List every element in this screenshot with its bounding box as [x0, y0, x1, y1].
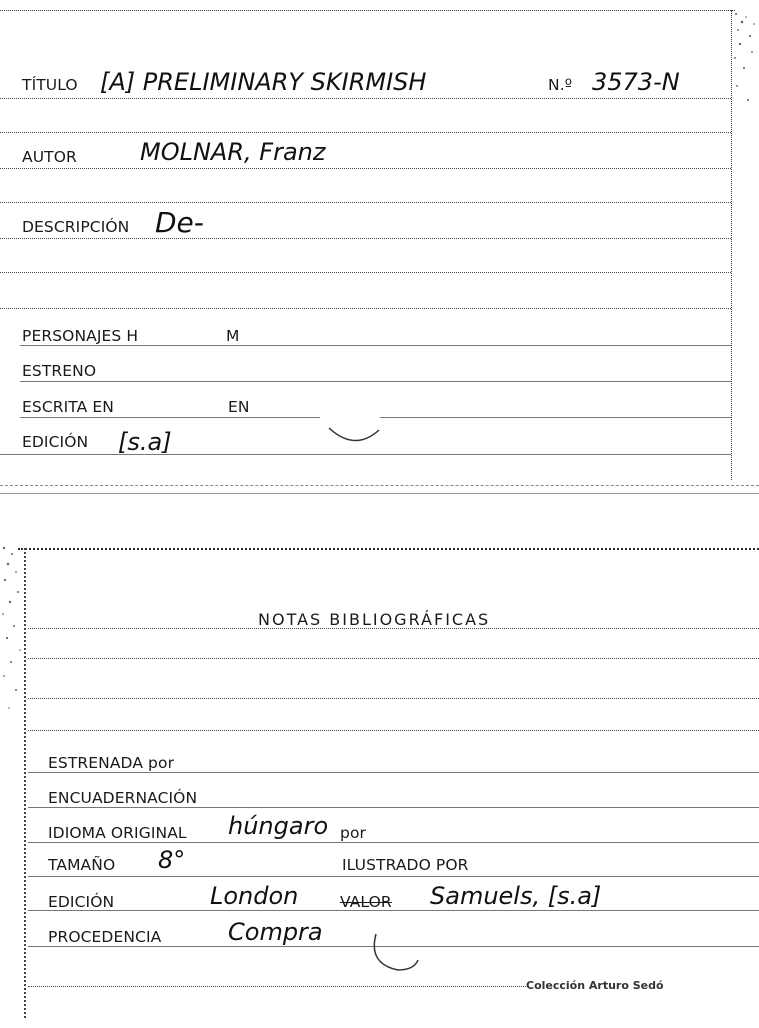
- card-top-border: [18, 548, 759, 550]
- front-catalog-card: [0, 0, 759, 496]
- rule: [0, 272, 731, 273]
- rule: [0, 308, 731, 309]
- edicion-publisher-value: Samuels, [s.a]: [430, 882, 602, 910]
- edicion-label: EDICIÓN: [22, 433, 89, 451]
- autor-value: MOLNAR, Franz: [140, 138, 326, 166]
- edicion-rule: [0, 454, 731, 455]
- notas-heading: NOTAS BIBLIOGRÁFICAS: [258, 610, 491, 629]
- titulo-label: TÍTULO: [22, 76, 78, 94]
- card-top-border: [0, 10, 735, 11]
- back-catalog-card: [0, 540, 759, 1028]
- encuadernacion-rule: [28, 807, 759, 808]
- descripcion-value: De-: [155, 206, 204, 239]
- idioma-value: húngaro: [228, 812, 329, 840]
- card-separator: [0, 493, 759, 494]
- personajes-m-label: M: [226, 327, 240, 345]
- rule: [28, 658, 759, 659]
- idioma-label: IDIOMA ORIGINAL: [48, 824, 187, 842]
- heading-rule: [28, 628, 759, 629]
- edicion-place-value: London: [210, 882, 299, 910]
- valor-label: VALOR: [340, 893, 392, 911]
- descripcion-rule: [0, 238, 731, 239]
- procedencia-label: PROCEDENCIA: [48, 928, 162, 946]
- punch-hole-arc: [368, 930, 428, 978]
- scan-noise: [732, 8, 759, 118]
- estreno-rule: [20, 381, 731, 382]
- numero-label: N.º: [548, 76, 573, 94]
- escrita-rule-b: [380, 417, 731, 418]
- tamano-label: TAMAÑO: [48, 856, 116, 874]
- rule: [0, 132, 731, 133]
- punch-hole-arc: [325, 410, 385, 446]
- procedencia-value: Compra: [228, 918, 323, 946]
- autor-rule: [0, 168, 731, 169]
- edicion-value: [s.a]: [118, 428, 172, 456]
- estreno-label: ESTRENO: [22, 362, 97, 380]
- estrenada-label: ESTRENADA por: [48, 754, 175, 772]
- titulo-value: [A] PRELIMINARY SKIRMISH: [100, 68, 427, 96]
- encuadernacion-label: ENCUADERNACIÓN: [48, 789, 198, 807]
- titulo-rule: [0, 98, 731, 99]
- estrenada-rule: [28, 772, 759, 773]
- card-bottom-edge: [0, 485, 759, 486]
- escrita-rule-a: [20, 417, 320, 418]
- edicion-label: EDICIÓN: [48, 893, 115, 911]
- idioma-rule: [28, 842, 759, 843]
- bottom-rule: [28, 986, 528, 987]
- edicion-rule: [28, 910, 759, 911]
- autor-label: AUTOR: [22, 148, 77, 166]
- personajes-rule: [20, 345, 731, 346]
- collection-credit: Colección Arturo Sedó: [526, 979, 664, 992]
- scan-noise: [0, 540, 26, 740]
- rule: [28, 698, 759, 699]
- numero-value: 3573-N: [592, 68, 680, 96]
- escrita-en2-label: EN: [228, 398, 250, 416]
- ilustrado-label: ILUSTRADO POR: [342, 856, 469, 874]
- rule: [0, 202, 731, 203]
- tamano-value: 8°: [158, 846, 186, 874]
- tamano-rule: [28, 876, 759, 877]
- idioma-por-label: por: [340, 824, 366, 842]
- descripcion-label: DESCRIPCIÓN: [22, 218, 130, 236]
- escrita-en-label: ESCRITA EN: [22, 398, 114, 416]
- personajes-label: PERSONAJES H: [22, 327, 139, 345]
- rule: [28, 730, 759, 731]
